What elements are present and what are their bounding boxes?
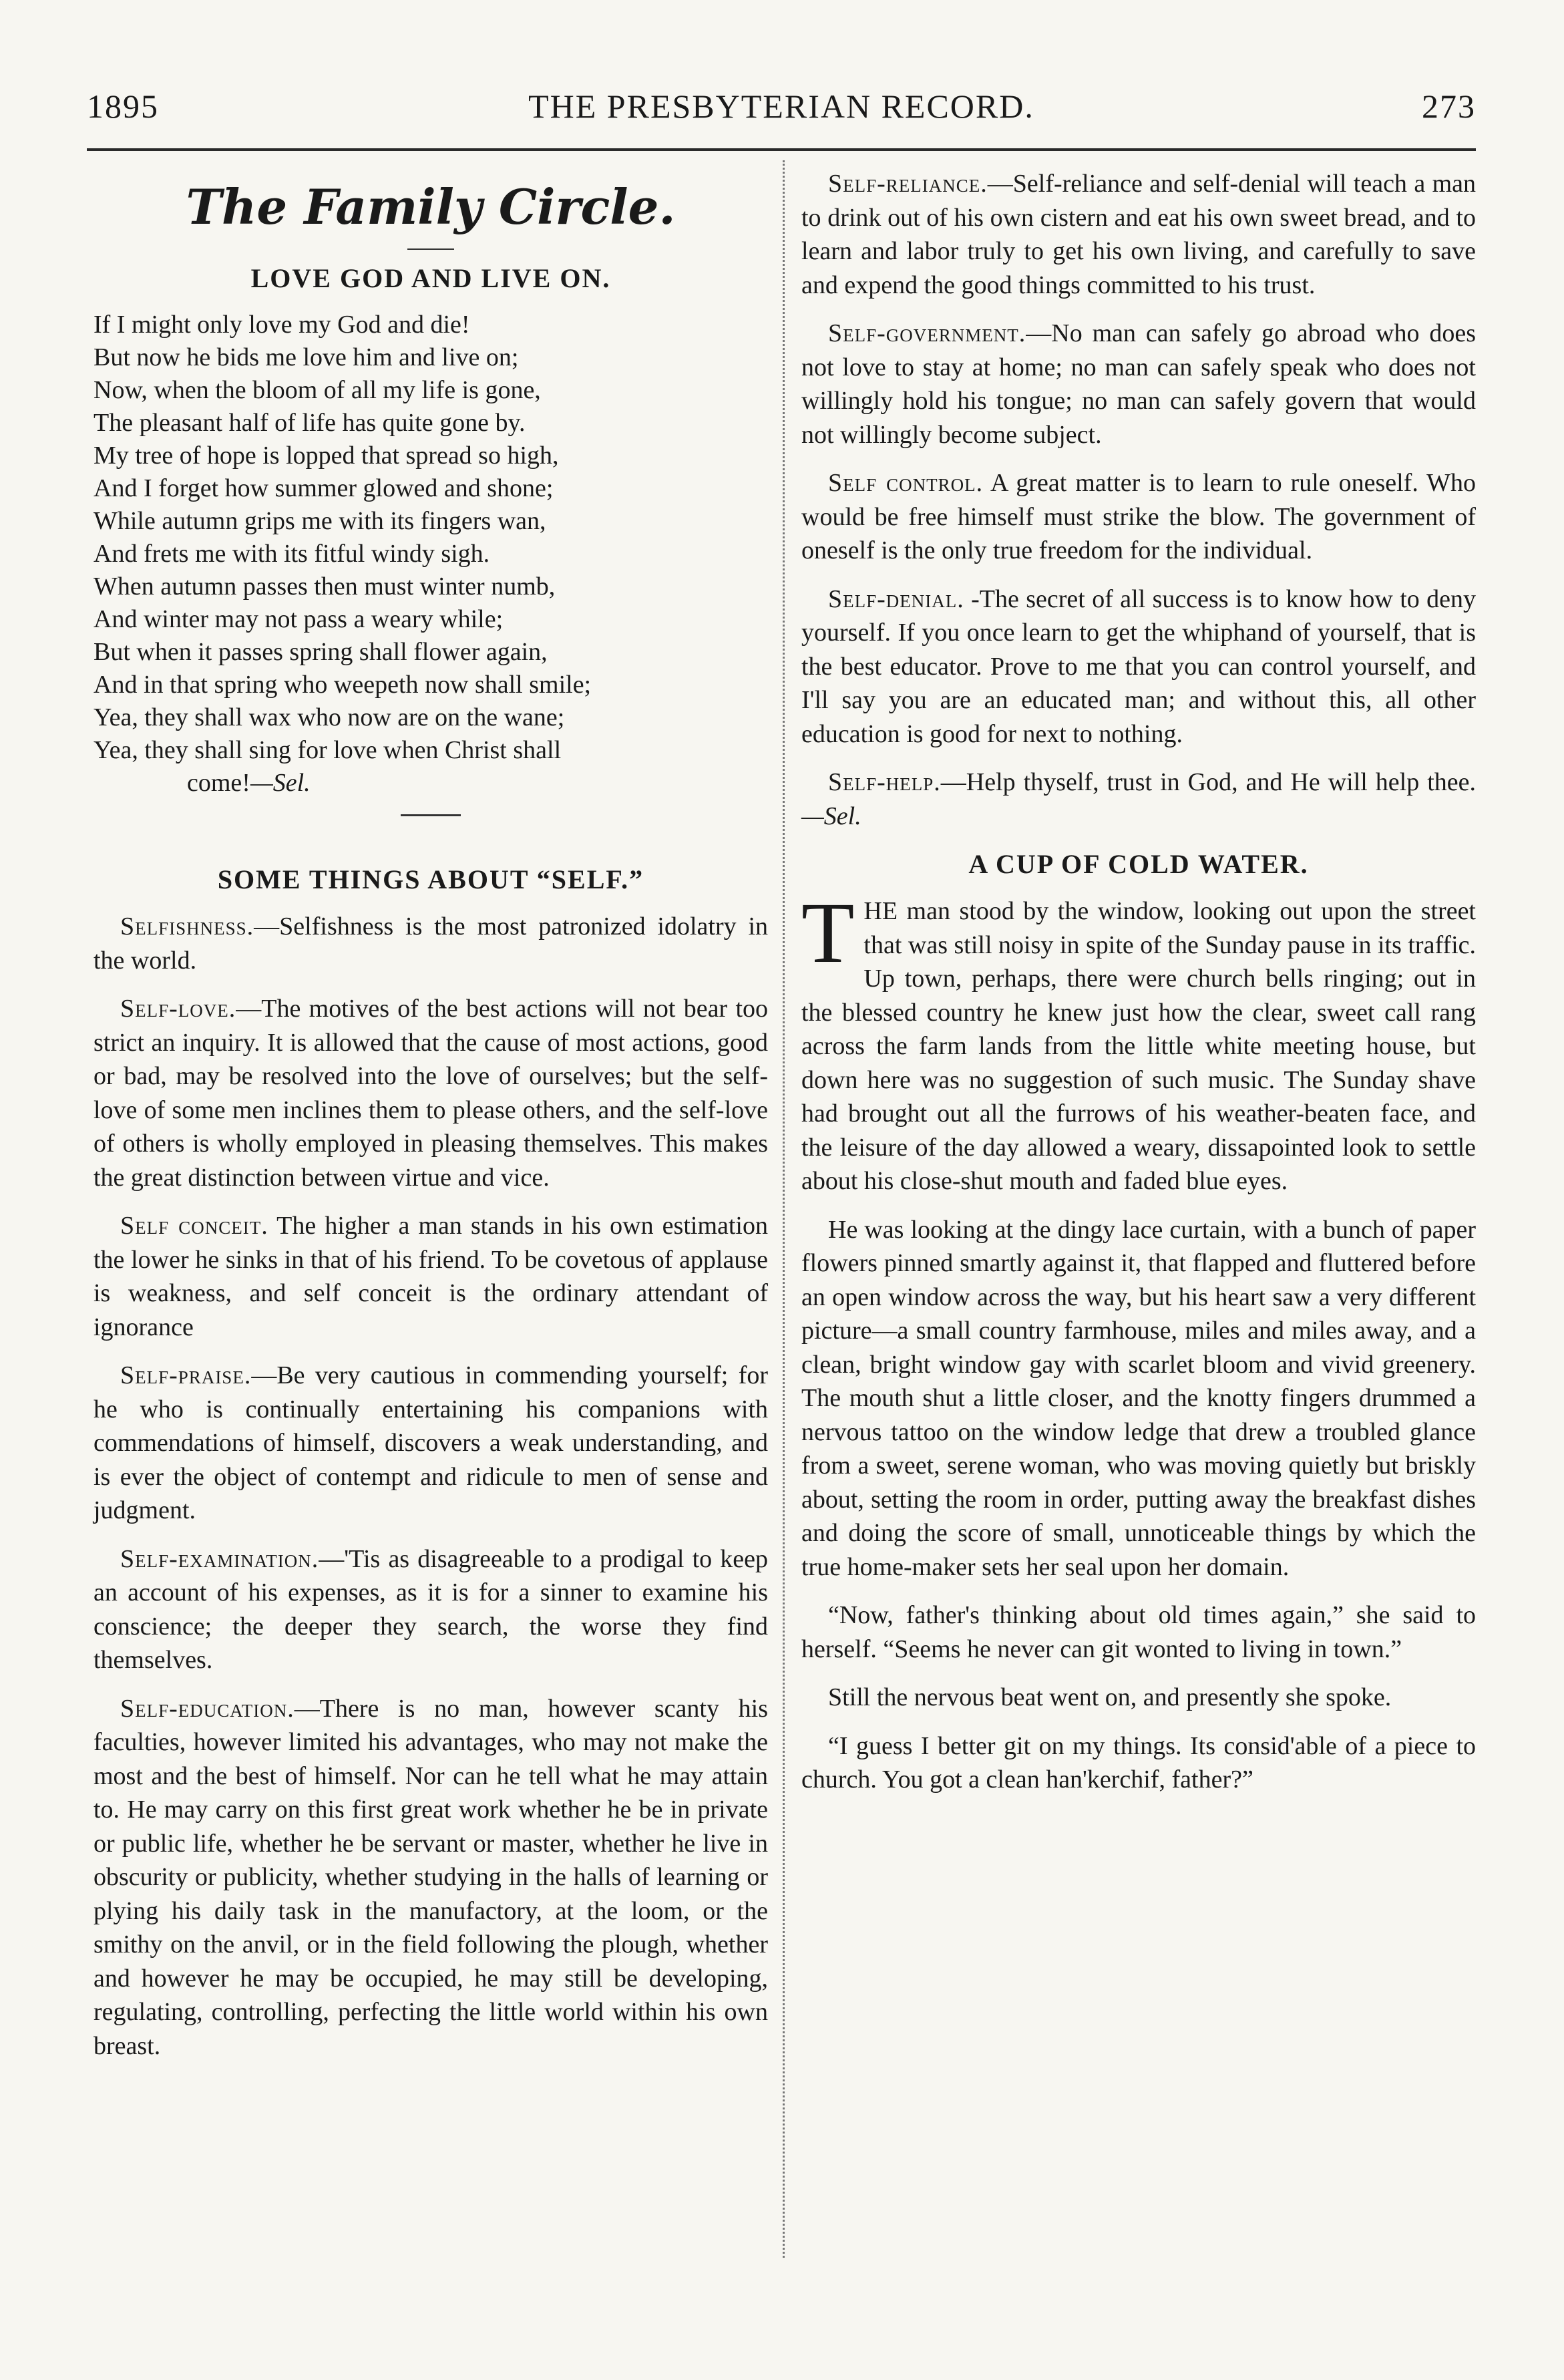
self-entry bbox=[93, 1209, 768, 1344]
story-first-paragraph: HE man stood by the window, looking out upon the street that was still noisy in spite of the Sunday pause in its traffic. Up town, perhaps, there were church bells ringing; out in the blessed country he knew just how the clear, sweet call rang across the farm lands from the little white meeting house, but down here was no suggestion of such music. The Sunday shave had brought out all the furrows of his weather-beaten face, and the leisure of the day allowed a weary, dissapointed look to settle about his close-shut mouth and faded blue eyes. bbox=[801, 897, 1476, 1195]
poem-line: But now he bids me love him and live on; bbox=[93, 343, 519, 371]
section-title: The Family Circle. bbox=[186, 178, 676, 235]
story-title: A CUP OF COLD WATER. bbox=[968, 849, 1309, 879]
entry-text: -The secret of all success is to know how to deny yourself. If you once learn to get the whiphand of yourself, that is the best educator. Prove to me that you can control yourself, and I'll say you are an educated man; and without this, all other education is good for next to nothing. bbox=[801, 584, 1476, 748]
entry-text: —Selfishness is the most patronized idolatry in the world. bbox=[93, 912, 768, 975]
poem-line: Yea, they shall sing for love when Christ shall bbox=[93, 736, 562, 764]
entry-term: Self-love. bbox=[120, 995, 236, 1023]
story-paragraph: “Now, father's thinking about old times again,” she said to herself. “Seems he never can git wonted to living in town.” bbox=[801, 1601, 1476, 1663]
self-entry bbox=[93, 992, 768, 1194]
entry-term: Self-denial. bbox=[828, 584, 964, 613]
poem-line: My tree of hope is lopped that spread so high, bbox=[93, 442, 559, 470]
entry-text: —Self-reliance and self-denial will teach a man to drink out of his own cistern and eat his own sweet bread, and to learn and labor truly to get his own living, and carefully to save and expend the good things committed to his trust. bbox=[801, 170, 1476, 299]
entry-text: The higher a man stands in his own estimation the lower he sinks in that of his friend. To be covetous of applause is weakness, and self conceit is the ordinary attendant of ignorance bbox=[93, 1212, 768, 1341]
poem-line: When autumn passes then must winter numb, bbox=[93, 572, 556, 601]
poem-line: While autumn grips me with its fingers wan, bbox=[93, 507, 546, 535]
poem-attribution: —Sel. bbox=[250, 769, 311, 797]
self-entry bbox=[93, 910, 768, 977]
self-entry bbox=[801, 582, 1476, 751]
poem-last-line bbox=[93, 767, 768, 800]
poem-separator bbox=[401, 814, 461, 816]
header-rule bbox=[87, 148, 1476, 151]
entry-term: Self conceit. bbox=[120, 1212, 268, 1240]
drop-cap: T bbox=[801, 885, 855, 981]
entry-term: Self-help. bbox=[828, 768, 941, 796]
poem-line: And winter may not pass a weary while; bbox=[93, 605, 504, 633]
poem-line: Yea, they shall wax who now are on the wane; bbox=[93, 703, 565, 731]
entry-term: Self-government. bbox=[828, 319, 1026, 347]
poem-body bbox=[93, 309, 768, 800]
entry-term: Self-reliance. bbox=[828, 170, 988, 198]
poem-line: And I forget how summer glowed and shone; bbox=[93, 474, 554, 502]
self-article-attribution: —Sel. bbox=[801, 802, 861, 830]
poem-line: But when it passes spring shall flower again, bbox=[93, 638, 548, 666]
column-divider bbox=[783, 160, 785, 2258]
self-entry bbox=[93, 1359, 768, 1528]
entry-text: —The motives of the best actions will not bear too strict an inquiry. It is allowed that the cause of most actions, good or bad, may be resolved into the love of ourselves; but the self-love of some men inclines them to please others, and the self-love of others is wholly employed in pleasing themselves. This makes the great distinction between virtue and vice. bbox=[93, 995, 768, 1192]
story-paragraph: Still the nervous beat went on, and presently she spoke. bbox=[828, 1683, 1392, 1711]
story-paragraph: He was looking at the dingy lace curtain, with a bunch of paper flowers pinned smartly against it, that flapped and fluttered before an open window across the way, but his heart saw a very different picture—a small country farmhouse, miles and miles away, and a clean, bright window gay with scarlet bloom and vivid greenery. The mouth shut a little closer, and the knotty fingers drummed a nervous tattoo on the window ledge that drew a troubled glance from a sweet, serene woman, who was moving quietly but briskly about, setting the room in order, putting away the breakfast dishes and doing the score of small, unnoticeable things by which the true home-maker sets her seal upon her domain. bbox=[801, 1215, 1476, 1581]
left-column bbox=[93, 167, 768, 2077]
self-entry bbox=[93, 1542, 768, 1677]
self-entry bbox=[801, 167, 1476, 302]
self-entry bbox=[801, 766, 1476, 833]
header-page-number: 273 bbox=[1422, 88, 1476, 125]
right-column bbox=[801, 167, 1476, 1812]
entry-text: —Help thyself, trust in God, and He will help thee. bbox=[940, 768, 1476, 796]
entry-term: Self-praise. bbox=[120, 1361, 252, 1389]
poem-line: And in that spring who weepeth now shall smile; bbox=[93, 671, 592, 699]
entry-term: Selfishness. bbox=[120, 912, 254, 941]
story-paragraph: “I guess I better git on my things. Its consid'able of a piece to church. You got a clean han'kerchif, father?” bbox=[801, 1731, 1476, 1794]
section-separator bbox=[407, 248, 454, 250]
header-year: 1895 bbox=[87, 88, 159, 125]
poem-line: The pleasant half of life has quite gone by. bbox=[93, 409, 526, 437]
self-entry bbox=[93, 1692, 768, 2063]
self-entry bbox=[801, 466, 1476, 568]
entry-text: —Be very cautious in commending yourself; for he who is continually entertaining his companions with commendations of himself, discovers a weak understanding, and is ever the object of contempt and ridicule to men of sense and judgment. bbox=[93, 1361, 768, 1524]
poem-title: LOVE GOD AND LIVE ON. bbox=[250, 263, 611, 293]
header-title: THE PRESBYTERIAN RECORD. bbox=[528, 88, 1034, 125]
self-entry bbox=[801, 317, 1476, 452]
page-header bbox=[87, 80, 1476, 134]
self-article-title: SOME THINGS ABOUT “SELF.” bbox=[217, 864, 644, 894]
poem-last-word: come! bbox=[187, 769, 250, 797]
entry-text: A great matter is to learn to rule oneself. Who would be free himself must strike the blow. The government of oneself is the only true freedom for the individual. bbox=[801, 469, 1476, 564]
poem-line: If I might only love my God and die! bbox=[93, 311, 470, 339]
entry-term: Self control. bbox=[828, 469, 984, 497]
entry-term: Self-education. bbox=[120, 1694, 295, 1723]
story-paragraph bbox=[801, 885, 1476, 1198]
poem-line: And frets me with its fitful windy sigh. bbox=[93, 540, 490, 568]
entry-text: —No man can safely go abroad who does not love to stay at home; no man can safely speak who does not willingly hold his tongue; no man can safely govern that would not willingly become subject. bbox=[801, 319, 1476, 449]
poem-line: Now, when the bloom of all my life is gone, bbox=[93, 376, 541, 404]
entry-text: —'Tis as disagreeable to a prodigal to keep an account of his expenses, as it is for a sinner to examine his conscience; the deeper they search, the worse they find themselves. bbox=[93, 1544, 768, 1674]
entry-text: —There is no man, however scanty his faculties, however limited his advantages, who may not make the most and the best of himself. Nor can he tell what he may attain to. He may carry on this first great work whether he be in private or public life, whether he be servant or master, whether he live in obscurity or publicity, whether studying in the halls of learning or plying his daily task in the manufactory, at the loom, or the smithy on the anvil, or in the field following the plough, whether and however he may be occupied, he may still be developing, regulating, controlling, perfecting the little world within his own breast. bbox=[93, 1694, 768, 2060]
entry-term: Self-examination. bbox=[120, 1544, 319, 1573]
